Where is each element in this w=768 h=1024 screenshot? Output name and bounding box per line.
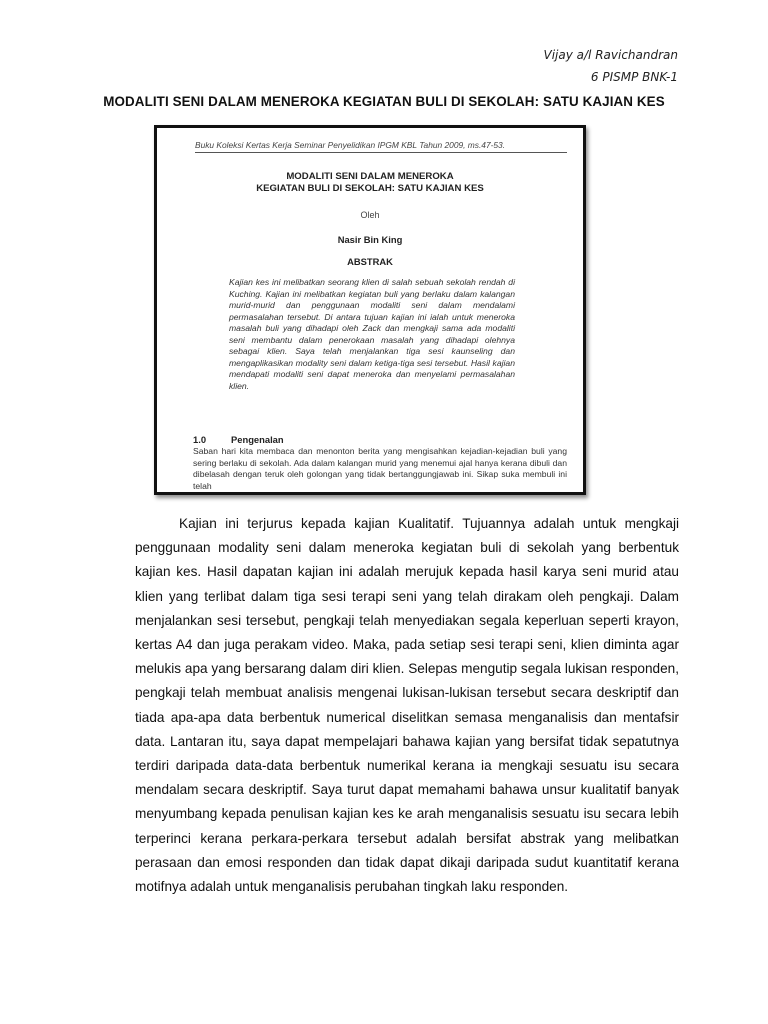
scan-by-label: Oleh xyxy=(360,210,380,220)
scan-author: Nasir Bin King xyxy=(337,234,403,245)
scan-title-line2: KEGIATAN BULI DI SEKOLAH: SATU KAJIAN KES xyxy=(256,183,484,194)
class-code: 6 PISMP BNK-1 xyxy=(590,70,678,84)
scan-section-title: Pengenalan xyxy=(231,434,284,445)
scan-section-number: 1.0 xyxy=(193,434,207,445)
scan-intro-text: Saban hari kita membaca dan menonton berita yang mengisahkan kejadian-kejadian buli yang sering berlaku di sekolah. Ada dalam kalangan murid yang menemui ajal hanya kerana dibuli dan dibelasah dengan teruk oleh golongan yang tidak bertanggungjawab ini. Sikap suka membuli ini telah xyxy=(193,446,567,491)
scan-abstract-text: Kajian kes ini melibatkan seorang klien di salah sebuah sekolah rendah di Kuching. Kajian ini melibatkan kegiatan buli yang berlaku dalam kalangan murid-murid dan penggunaan modaliti seni dalam mendalami permasalahan tersebut. Di antara tujuan kajian ini ialah untuk meneroka masalah buli yang dihadapi oleh Zack dan mengkaji sama ada modaliti seni membantu dalam penerokaan masalah yang dihadapi olehnya sebagai klien. Saya telah menjalankan tiga sesi kaunseling dan mengaplikasikan modality seni dalam ketiga-tiga sesi tersebut. Hasil kajian mendapati modaliti seni dapat meneroka dan menyelami permasalahan klien. xyxy=(229,277,515,391)
scanned-excerpt-image xyxy=(154,125,586,495)
scan-title-line1: MODALITI SENI DALAM MENEROKA xyxy=(286,171,454,182)
document-title: MODALITI SENI DALAM MENEROKA KEGIATAN BULI DI SEKOLAH: SATU KAJIAN KES xyxy=(103,94,665,109)
scan-source-line: Buku Koleksi Kertas Kerja Seminar Penyelidikan IPGM KBL Tahun 2009, ms.47-53. xyxy=(195,140,567,153)
scan-abstract-heading: ABSTRAK xyxy=(347,256,393,267)
scan-section-heading xyxy=(193,434,284,445)
author-name: Vijay a/l Ravichandran xyxy=(543,48,678,62)
scan-title xyxy=(157,171,583,195)
body-paragraph: Kajian ini terjurus kepada kajian Kualitatif. Tujuannya adalah untuk mengkaji penggunaan modality seni dalam meneroka kegiatan buli di sekolah yang berbentuk kajian kes. Hasil dapatan kajian ini adalah merujuk kepada hasil karya seni murid atau klien yang terlibat dalam tiga sesi terapi seni yang telah dirakam oleh pengkaji. Dalam menjalankan sesi tersebut, pengkaji telah menyediakan segala keperluan seperti krayon, kertas A4 dan juga perakam video. Maka, pada setiap sesi terapi seni, klien diminta agar melukis apa yang bersarang dalam diri klien. Selepas mengutip segala lukisan responden, pengkaji telah membuat analisis mengenai lukisan-lukisan tersebut secara deskriptif dan tiada apa-apa data berbentuk numerical diselitkan semasa menganalisis dan mentafsir data. Lantaran itu, saya dapat mempelajari bahawa kajian yang bersifat tidak sepatutnya terdiri daripada data-data berbentuk numerikal kerana ia mengkaji sesuatu isu secara mendalam secara deskriptif. Saya turut dapat memahami bahawa unsur kualitatif banyak menyumbang kepada penulisan kajian kes ke arah menganalisis sesuatu isu secara lebih terperinci kerana perkara-perkara tersebut adalah bersifat abstrak yang melibatkan perasaan dan emosi responden dan tidak dapat dikaji daripada sudut kuantitatif kerana motifnya adalah untuk menganalisis perubahan tingkah laku responden. xyxy=(135,516,679,895)
author-block xyxy=(544,44,679,88)
